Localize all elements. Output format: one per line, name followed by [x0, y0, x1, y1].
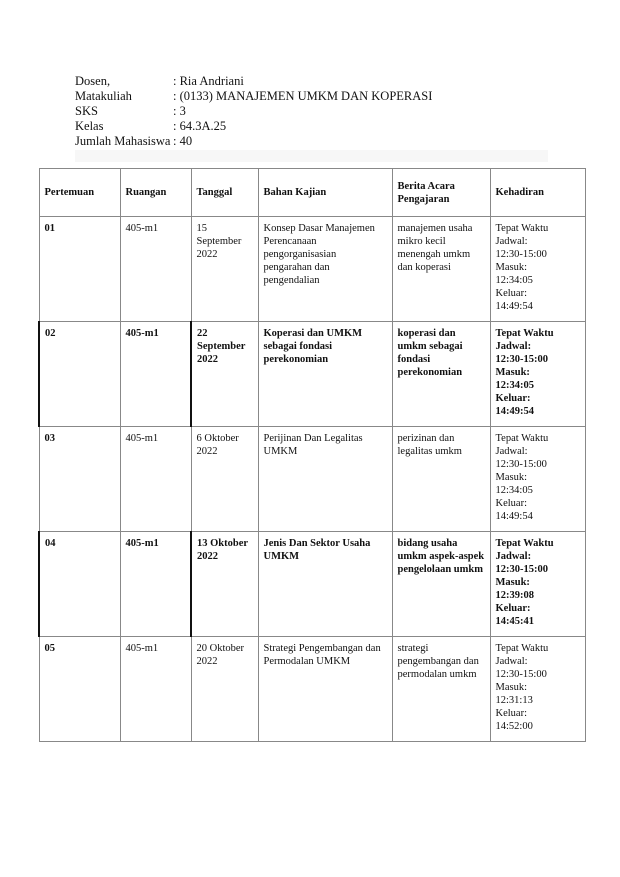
info-row-dosen [75, 74, 432, 89]
header-pertemuan: Pertemuan [39, 169, 120, 217]
cell-bahan-kajian: Koperasi dan UMKM sebagai fondasi perekonomian [258, 322, 392, 427]
table-row [39, 322, 585, 427]
cell-pertemuan: 02 [39, 322, 120, 427]
header-bahan-kajian: Bahan Kajian [258, 169, 392, 217]
header-kehadiran: Kehadiran [490, 169, 585, 217]
attendance-jadwal-label: Jadwal: [495, 446, 528, 457]
attendance-keluar-label: Keluar: [495, 393, 531, 404]
cell-pertemuan: 03 [39, 427, 120, 532]
attendance-keluar-value: 14:52:00 [495, 721, 533, 732]
cell-pertemuan: 05 [39, 637, 120, 742]
cell-ruangan: 405-m1 [120, 532, 191, 637]
attendance-jadwal-label: Jadwal: [495, 551, 532, 562]
table-row [39, 637, 585, 742]
attendance-masuk-value: 12:34:05 [495, 485, 533, 496]
attendance-masuk-value: 12:31:13 [495, 695, 533, 706]
info-label: Dosen, [75, 74, 111, 88]
cell-tanggal: 20 Oktober 2022 [191, 637, 258, 742]
table-header-row [39, 169, 585, 217]
attendance-jadwal-label: Jadwal: [495, 236, 528, 247]
cell-berita-acara: perizinan dan legalitas umkm [392, 427, 490, 532]
attendance-status: Tepat Waktu [495, 538, 554, 549]
info-value: : 3 [173, 104, 186, 118]
cell-tanggal: 13 Oktober 2022 [191, 532, 258, 637]
attendance-masuk-value: 12:39:08 [495, 590, 534, 601]
cell-kehadiran [490, 532, 585, 637]
attendance-jadwal-value: 12:30-15:00 [495, 249, 547, 260]
attendance-keluar-value: 14:49:54 [495, 301, 533, 312]
info-label: Jumlah Mahasiswa [75, 134, 171, 148]
header-berita-acara: Berita Acara Pengajaran [392, 169, 490, 217]
attendance-jadwal-label: Jadwal: [495, 341, 532, 352]
attendance-masuk-label: Masuk: [495, 577, 530, 588]
attendance-status: Tepat Waktu [495, 643, 549, 654]
info-row-jumlah-mahasiswa [75, 134, 432, 149]
cell-ruangan: 405-m1 [120, 427, 191, 532]
course-info [75, 74, 432, 149]
attendance-status: Tepat Waktu [495, 223, 549, 234]
attendance-keluar-label: Keluar: [495, 708, 527, 719]
cell-bahan-kajian: Jenis Dan Sektor Usaha UMKM [258, 532, 392, 637]
attendance-jadwal-value: 12:30-15:00 [495, 354, 548, 365]
attendance-jadwal-value: 12:30-15:00 [495, 564, 548, 575]
header-shade-divider [75, 150, 548, 162]
header-tanggal: Tanggal [191, 169, 258, 217]
cell-bahan-kajian: Konsep Dasar Manajemen Perencanaan pengorganisasian pengarahan dan pengendalian [258, 217, 392, 322]
attendance-masuk-label: Masuk: [495, 367, 530, 378]
cell-tanggal: 6 Oktober 2022 [191, 427, 258, 532]
cell-berita-acara: strategi pengembangan dan permodalan umkm [392, 637, 490, 742]
attendance-keluar-label: Keluar: [495, 288, 527, 299]
table-row [39, 217, 585, 322]
attendance-keluar-value: 14:49:54 [495, 511, 533, 522]
cell-ruangan: 405-m1 [120, 637, 191, 742]
cell-pertemuan: 04 [39, 532, 120, 637]
attendance-jadwal-label: Jadwal: [495, 656, 528, 667]
attendance-masuk-label: Masuk: [495, 472, 527, 483]
cell-ruangan: 405-m1 [120, 217, 191, 322]
cell-tanggal: 15 September 2022 [191, 217, 258, 322]
info-row-kelas [75, 119, 432, 134]
info-value: : Ria Andriani [173, 74, 244, 88]
attendance-keluar-value: 14:45:41 [495, 616, 534, 627]
table-row [39, 532, 585, 637]
cell-kehadiran [490, 637, 585, 742]
cell-bahan-kajian: Perijinan Dan Legalitas UMKM [258, 427, 392, 532]
info-label: Kelas [75, 119, 104, 133]
schedule-table [38, 168, 586, 742]
attendance-masuk-value: 12:34:05 [495, 275, 533, 286]
attendance-keluar-value: 14:49:54 [495, 406, 534, 417]
attendance-jadwal-value: 12:30-15:00 [495, 459, 547, 470]
attendance-status: Tepat Waktu [495, 328, 554, 339]
cell-pertemuan: 01 [39, 217, 120, 322]
info-value: : 64.3A.25 [173, 119, 227, 133]
attendance-masuk-label: Masuk: [495, 262, 527, 273]
cell-berita-acara: bidang usaha umkm aspek-aspek pengelolaan umkm [392, 532, 490, 637]
cell-berita-acara: koperasi dan umkm sebagai fondasi perekonomian [392, 322, 490, 427]
cell-kehadiran [490, 322, 585, 427]
attendance-masuk-value: 12:34:05 [495, 380, 534, 391]
attendance-status: Tepat Waktu [495, 433, 549, 444]
attendance-keluar-label: Keluar: [495, 603, 531, 614]
info-value: : (0133) MANAJEMEN UMKM DAN KOPERASI [173, 89, 433, 103]
cell-bahan-kajian: Strategi Pengembangan dan Permodalan UMKM [258, 637, 392, 742]
attendance-keluar-label: Keluar: [495, 498, 527, 509]
cell-berita-acara: manajemen usaha mikro kecil menengah umkm dan koperasi [392, 217, 490, 322]
cell-ruangan: 405-m1 [120, 322, 191, 427]
info-label: SKS [75, 104, 98, 118]
cell-tanggal: 22 September 2022 [191, 322, 258, 427]
info-row-matakuliah [75, 89, 432, 104]
info-row-sks [75, 104, 432, 119]
info-label: Matakuliah [75, 89, 132, 103]
cell-kehadiran [490, 427, 585, 532]
cell-kehadiran [490, 217, 585, 322]
attendance-jadwal-value: 12:30-15:00 [495, 669, 547, 680]
table-row [39, 427, 585, 532]
attendance-masuk-label: Masuk: [495, 682, 527, 693]
info-value: : 40 [173, 134, 193, 148]
header-ruangan: Ruangan [120, 169, 191, 217]
